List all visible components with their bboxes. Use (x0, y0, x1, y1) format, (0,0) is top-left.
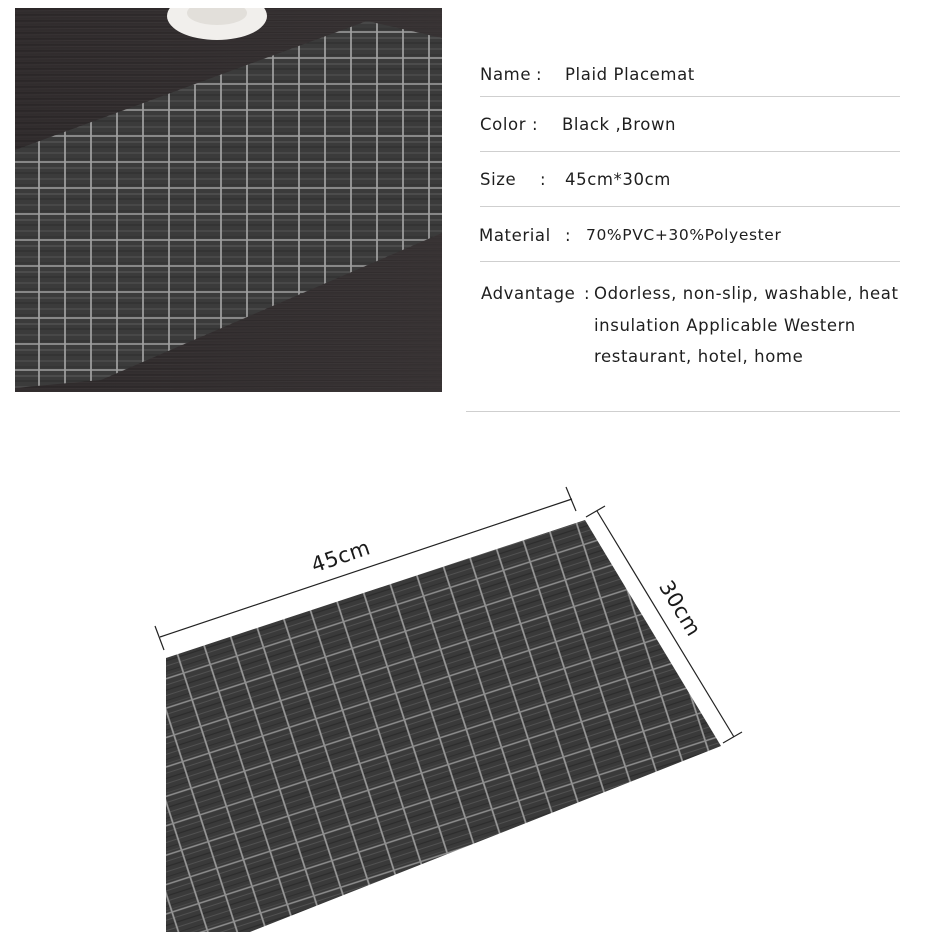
spec-advantage-label: Advantage (481, 284, 576, 303)
spec-color-separator: : (532, 115, 539, 134)
product-photo (15, 8, 442, 392)
spec-size-label: Size (480, 170, 517, 189)
spec-advantage-separator: : (584, 284, 591, 303)
placemat-shape (166, 520, 721, 932)
spec-name-label: Name (480, 65, 532, 84)
spec-advantage-value: Odorless, non-slip, washable, heat insulation Applicable Western restaurant, hotel, home (594, 284, 899, 366)
width-label: 30cm (654, 576, 706, 641)
dimension-diagram (0, 470, 932, 932)
length-label: 45cm (308, 535, 374, 578)
spec-material-separator: : (565, 226, 572, 245)
divider (480, 151, 900, 152)
spec-material-label: Material (479, 226, 551, 245)
spec-name-separator: : (536, 65, 543, 84)
spec-color-label: Color (480, 115, 527, 134)
divider (466, 411, 900, 412)
spec-color-value: Black ,Brown (562, 115, 677, 134)
placemat-photo-illustration (15, 8, 442, 392)
divider (480, 261, 900, 262)
spec-size-value: 45cm*30cm (565, 170, 671, 189)
spec-material-value: 70%PVC+30%Polyester (586, 226, 782, 244)
divider (480, 206, 900, 207)
spec-size-separator: : (540, 170, 547, 189)
divider (480, 96, 900, 97)
dimension-diagram-svg (0, 470, 932, 932)
spec-name-value: Plaid Placemat (565, 65, 695, 84)
